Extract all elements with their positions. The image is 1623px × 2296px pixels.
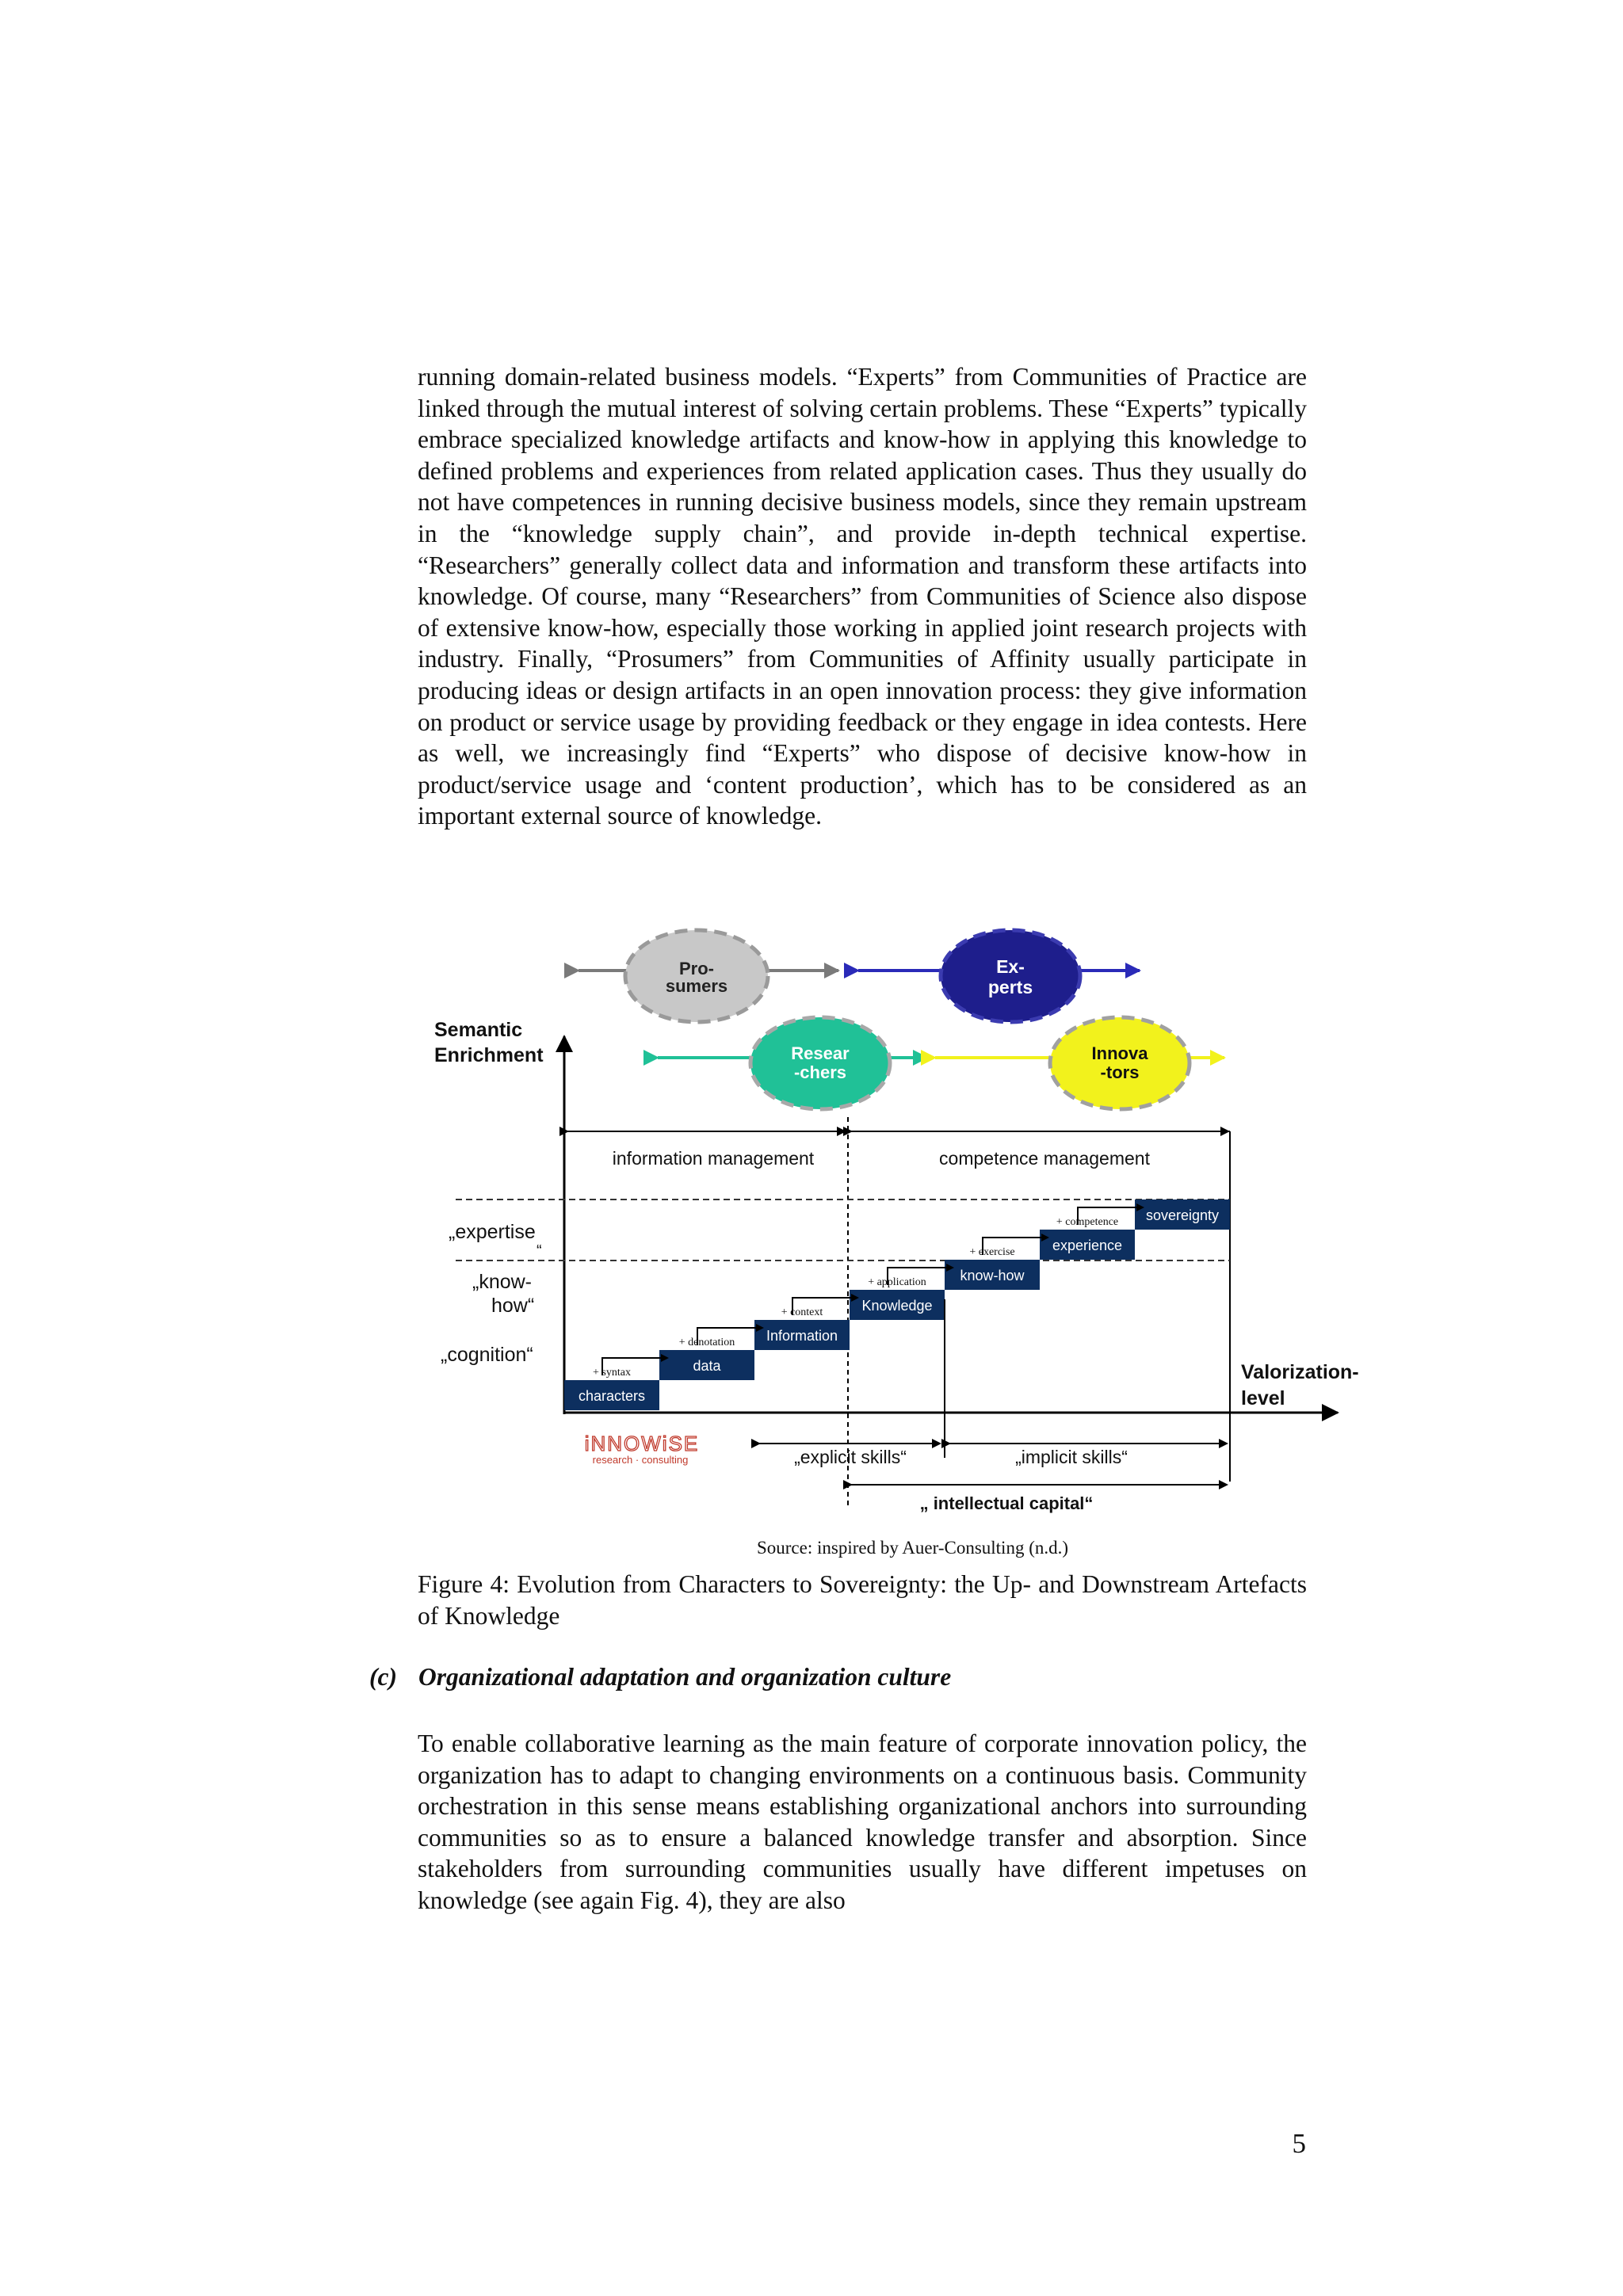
- section-title: Organizational adaptation and organization culture: [418, 1663, 952, 1691]
- step-label-3: Information: [766, 1328, 838, 1344]
- step-label-4: Knowledge: [861, 1298, 933, 1314]
- y-axis-label-line1: Semantic: [434, 1019, 523, 1041]
- logo-tagline: research · consulting: [592, 1454, 689, 1466]
- researchers-ellipse: [750, 1017, 890, 1109]
- step-label-1: characters: [578, 1388, 646, 1404]
- experts-ellipse: [941, 930, 1080, 1022]
- addition-label-1: + syntax: [593, 1367, 631, 1379]
- step-label-6: experience: [1052, 1238, 1123, 1253]
- experts-label-line2: perts: [987, 977, 1033, 997]
- body-paragraph-1: running domain-related business models. “Experts” from Communities of Practice are linked through the mutual interest of solving certain problems. These “Experts” typically embrace specialized knowledge artifacts and know-how in applying this knowledge to defined problems and experiences from related application cases. Thus they usually do not have competences in running decisive business models, since they remain upstream in the “knowledge supply chain”, and provide in-depth technical expertise. “Researchers” generally collect data and information and transform these artifacts into knowledge. Of course, many “Researchers” from Communities of Science also dispose of extensive know-how, especially those working in applied joint research projects with industry. Finally, “Prosumers” from Communities of Affinity usually participate in producing ideas or design artifacts in an open innovation process: they give information on product or service usage by providing feedback or they engage in idea contests. Here as well, we increasingly find “Experts” who dispose of decisive know-how in product/service usage and ‘content production’, which has to be considered as an important external source of knowledge.: [418, 363, 1307, 830]
- researchers-label-line2: -chers: [793, 1062, 847, 1082]
- knowledge-staircase: [564, 1199, 1230, 1410]
- implicit-skills-label: „implicit skills“: [1015, 1447, 1128, 1467]
- level-cognition: „cognition“: [441, 1344, 533, 1366]
- addition-label-4: + application: [868, 1276, 926, 1288]
- section-heading: [369, 1663, 951, 1691]
- level-expertise-line2: “: [537, 1242, 542, 1260]
- step-label-7: sovereignty: [1145, 1207, 1220, 1223]
- innovators-label-line2: -tors: [1100, 1062, 1140, 1082]
- innovators-ellipse: [1050, 1017, 1190, 1109]
- figure-caption: Figure 4: Evolution from Characters to Sovereignty: the Up- and Downstream Artefacts of Knowledge: [418, 1570, 1307, 1630]
- zone-information-management: information management: [612, 1148, 815, 1169]
- addition-label-5: + exercise: [969, 1246, 1015, 1258]
- step-label-2: data: [693, 1358, 721, 1374]
- level-labels: [441, 1221, 542, 1366]
- innovators-label-line1: Innova: [1091, 1043, 1148, 1063]
- page-number: 5: [1292, 2128, 1306, 2159]
- step-label-5: know-how: [960, 1268, 1025, 1283]
- body-paragraph-2: To enable collaborative learning as the main feature of corporate innovation policy, the organization has to adapt to changing environments on a continuous basis. Community orchestration in this sense means establishing organizational anchors into surrounding communities so as to ensure a balanced knowledge transfer and absorption. Since stakeholders from surrounding communities usually have different impetuses on knowledge (see again Fig. 4), they are also: [418, 1730, 1307, 1914]
- explicit-skills-label: „explicit skills“: [794, 1447, 907, 1467]
- addition-label-2: + denotation: [678, 1337, 735, 1348]
- addition-label-6: + competence: [1056, 1216, 1119, 1228]
- experts-label-line1: Ex-: [996, 956, 1025, 977]
- level-knowhow-line1: „know-: [472, 1271, 533, 1293]
- section-label: (c): [369, 1663, 397, 1691]
- skills-brackets: [759, 1444, 1227, 1513]
- logo-name: iNNOWiSE: [584, 1432, 700, 1455]
- level-expertise-line1: „expertise: [449, 1221, 536, 1243]
- x-axis-label-line1: Valorization-: [1241, 1361, 1359, 1383]
- x-axis-label-line2: level: [1241, 1387, 1285, 1409]
- researchers-label-line1: Resear: [791, 1043, 850, 1063]
- level-knowhow-line2: how“: [491, 1295, 535, 1317]
- prosumers-ellipse: [625, 930, 768, 1022]
- addition-label-3: + context: [781, 1306, 823, 1318]
- prosumers-label-line2: sumers: [665, 976, 728, 996]
- prosumers-label-line1: Pro-: [679, 959, 714, 978]
- y-axis-label-line2: Enrichment: [434, 1044, 544, 1066]
- innowise-logo: [585, 1432, 700, 1466]
- figure-source: Source: inspired by Auer-Consulting (n.d.): [756, 1538, 1069, 1558]
- intellectual-capital-label: „ intellectual capital“: [919, 1493, 1094, 1513]
- zone-competence-management: competence management: [939, 1148, 1150, 1169]
